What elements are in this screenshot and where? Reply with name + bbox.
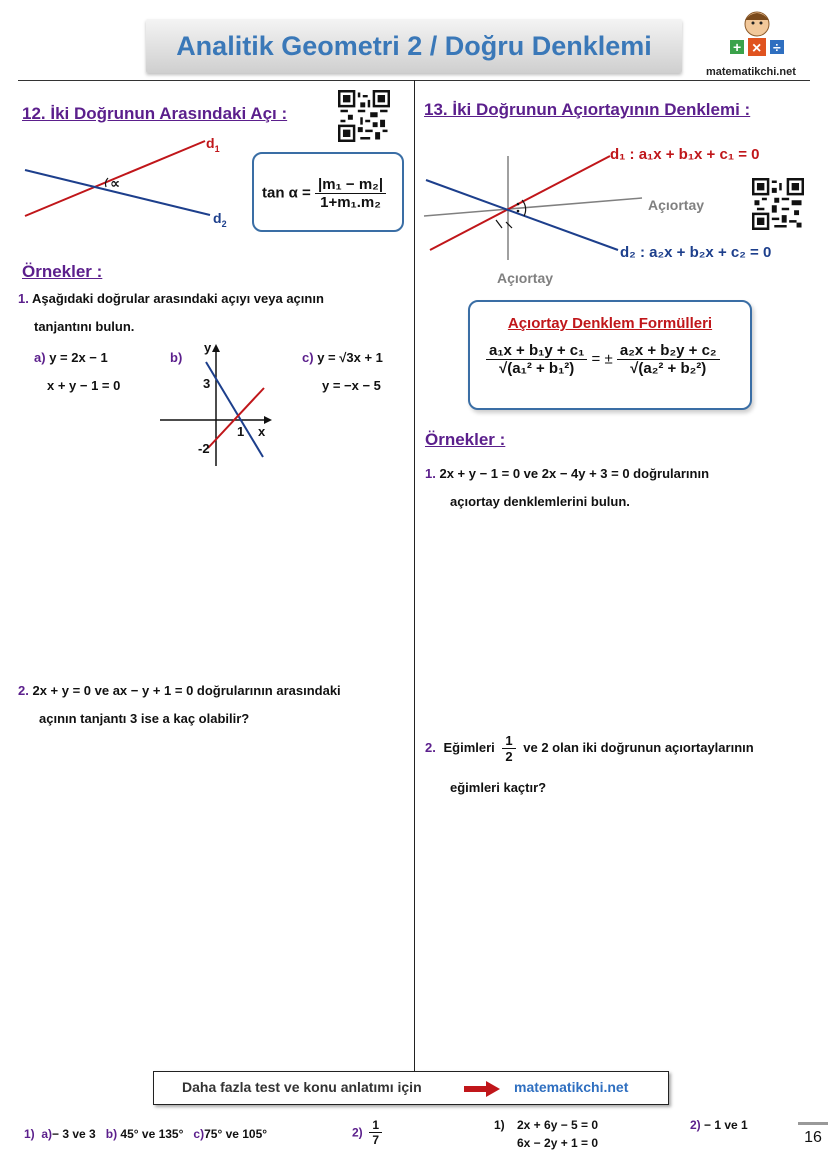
ans2-num: 1 xyxy=(369,1118,382,1133)
examples-title-left: Örnekler : xyxy=(22,262,103,281)
bisector-formula-box xyxy=(468,300,752,410)
promo-banner[interactable] xyxy=(153,1071,669,1105)
graph-line-blue xyxy=(206,362,266,457)
promo-text: Daha fazla test ve konu anlatımı için xyxy=(182,1079,422,1095)
column-divider xyxy=(414,80,415,1074)
promo-link[interactable]: matematikchi.net xyxy=(514,1079,629,1095)
question-2-left-line2: açının tanjantı 3 ise a kaç olabilir? xyxy=(39,711,250,726)
answers-left-1: 1) a)− 3 ve 3 b) 45° ve 135° c)75° ve 105° xyxy=(24,1127,268,1141)
answers-right-2: 2) − 1 ve 1 xyxy=(690,1118,748,1132)
section-title-bisector: 13. İki Doğrunun Açıortayının Denklemi : xyxy=(424,100,751,119)
examples-title-right: Örnekler : xyxy=(425,430,506,449)
ans2-den: 7 xyxy=(372,1133,380,1147)
bisector-line-horizontal xyxy=(424,198,642,216)
question-1-right-line2: açıortay denklemlerini bulun. xyxy=(450,494,630,509)
page-number: 16 xyxy=(798,1122,828,1147)
label-alpha: ∝ xyxy=(110,175,120,191)
q2-frac-den: 2 xyxy=(505,749,513,764)
section-title-angle: 12. İki Doğrunun Arasındaki Açı : xyxy=(22,104,288,123)
bisector-plus-minus: = ± xyxy=(591,350,613,368)
bisector-num-2: a₂x + b₂y + c₂ xyxy=(617,342,720,360)
svg-text:×: × xyxy=(752,40,762,57)
d2-equation: d₂ : a₂x + b₂x + c₂ = 0 xyxy=(620,244,772,261)
page-title: Analitik Geometri 2 / Doğru Denklemi xyxy=(146,19,682,73)
label-aciortay-1: Açıortay xyxy=(648,197,705,213)
graph-b xyxy=(160,340,275,472)
tan-formula-box xyxy=(252,152,404,232)
question-1-left-line2: tanjantını bulun. xyxy=(34,319,135,334)
bisector-formula-title: Açıortay Denklem Formülleri xyxy=(507,315,713,332)
graph-tick-m2: -2 xyxy=(198,441,210,456)
graph-axis-x: x xyxy=(258,424,266,439)
qr-code-icon[interactable] xyxy=(338,90,390,142)
label-d1: $d_1$ xyxy=(206,135,220,154)
bisector-den-1: √(a₁² + b₁²) xyxy=(499,360,575,377)
option-c: c) y = √3x + 1 xyxy=(302,350,383,365)
bisector-den-2: √(a₂² + b₂²) xyxy=(630,360,707,377)
qr-code-icon[interactable] xyxy=(752,178,804,230)
mascot-logo-icon xyxy=(726,6,788,64)
graph-tick-1: 1 xyxy=(237,424,245,439)
tan-numerator: |m₁ − m₂| xyxy=(315,176,386,194)
brand-text: matematikchi.net xyxy=(706,66,796,78)
label-aciortay-2: Açıortay xyxy=(497,270,554,286)
label-d2: $d_2$ xyxy=(213,210,227,229)
question-2-left: 2. 2x + y = 0 ve ax − y + 1 = 0 doğrularının arasındaki xyxy=(18,683,341,698)
answers-right-1-num: 1) xyxy=(494,1118,505,1132)
tan-prefix: tan α = xyxy=(262,184,311,202)
question-2-right: 2. Eğimleri $\frac{1}{2}$ ve 2 olan iki doğrunun açıortaylarının xyxy=(425,733,754,764)
graph-tick-3: 3 xyxy=(203,376,211,391)
svg-text:÷: ÷ xyxy=(773,39,781,55)
answers-right-1-line2: 6x − 2y + 1 = 0 xyxy=(517,1136,599,1150)
q2-frac-num: 1 xyxy=(502,733,515,749)
answers-right-1-line1: 2x + 6y − 5 = 0 xyxy=(517,1118,599,1132)
option-a: a) y = 2x − 1 xyxy=(34,350,108,365)
question-2-right-line2: eğimleri kaçtır? xyxy=(450,780,547,795)
tan-denominator: 1+m₁.m₂ xyxy=(320,194,381,211)
option-b-label: b) xyxy=(170,350,183,365)
line-d2-right xyxy=(426,180,618,250)
option-a-eq2: x + y − 1 = 0 xyxy=(47,378,121,393)
graph-axis-y: y xyxy=(204,340,212,355)
option-c-eq2: y = −x − 5 xyxy=(322,378,381,393)
d1-equation: d₁ : a₁x + b₁x + c₁ = 0 xyxy=(610,146,760,163)
arrow-right-icon xyxy=(464,1081,500,1097)
bisector-num-1: a₁x + b₁y + c₁ xyxy=(486,342,587,360)
question-1-right: 1. 2x + y − 1 = 0 ve 2x − 4y + 3 = 0 doğrularının xyxy=(425,466,710,481)
svg-text:+: + xyxy=(733,39,742,55)
answers-left-2: 2) $\frac{1}{7}$ xyxy=(352,1118,382,1147)
question-1-left: 1. Aşağıdaki doğrular arasındaki açıyı veya açının xyxy=(18,291,324,306)
